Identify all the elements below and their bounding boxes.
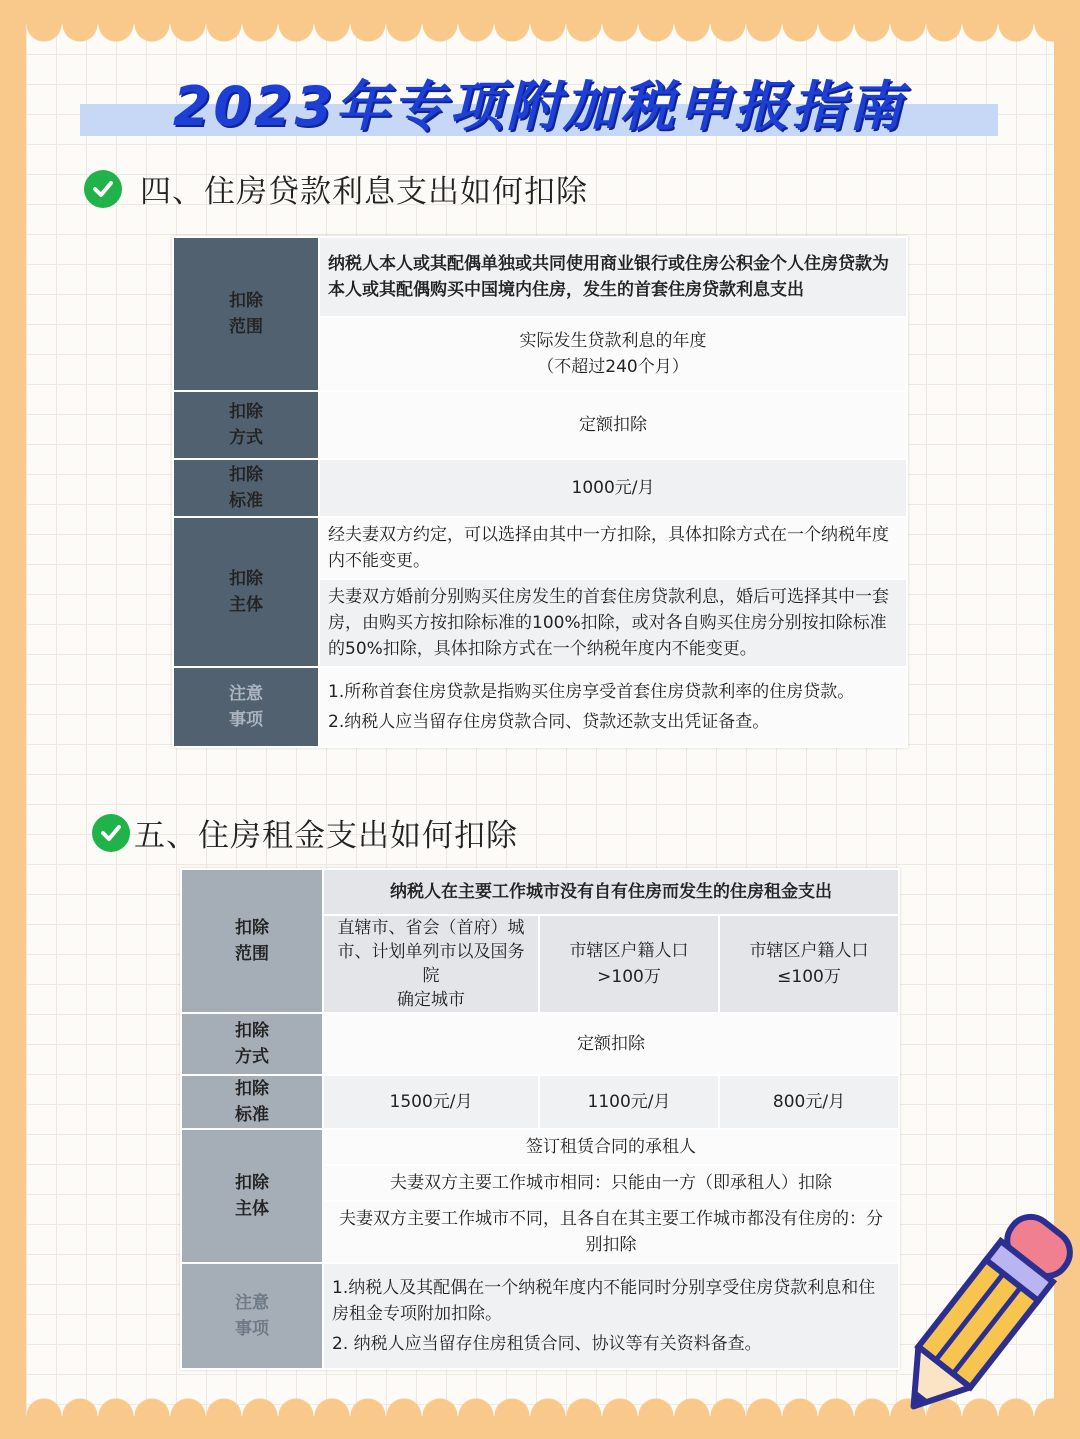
pencil-icon bbox=[890, 1195, 1080, 1435]
subject-text-1: 签订租赁合同的承租人 bbox=[323, 1129, 899, 1165]
page-title: 2023年专项附加税申报指南 bbox=[172, 75, 906, 138]
section4-table bbox=[172, 236, 908, 748]
standard-value-2: 1100元/月 bbox=[539, 1075, 719, 1129]
method-text: 定额扣除 bbox=[323, 1013, 899, 1075]
label-standard: 扣除 标准 bbox=[173, 459, 319, 517]
city-col-3: 市辖区户籍人口 ≤100万 bbox=[719, 915, 899, 1013]
subject-text-1: 经夫妻双方约定，可以选择由其中一方扣除，具体扣除方式在一个纳税年度内不能变更。 bbox=[319, 517, 907, 579]
section5-table bbox=[180, 868, 900, 1370]
label-notes: 注意 事项 bbox=[181, 1263, 323, 1369]
label-standard: 扣除 标准 bbox=[181, 1075, 323, 1129]
label-notes: 注意 事项 bbox=[173, 667, 319, 747]
notes-text: 1.所称首套住房贷款是指购买住房享受首套住房贷款利率的住房贷款。 2.纳税人应当留存住房贷款合同、贷款还款支出凭证备查。 bbox=[319, 667, 907, 747]
standard-text: 1000元/月 bbox=[319, 459, 907, 517]
label-subject: 扣除 主体 bbox=[181, 1129, 323, 1263]
label-subject: 扣除 主体 bbox=[173, 517, 319, 667]
subject-text-3: 夫妻双方主要工作城市不同，且各自在其主要工作城市都没有住房的：分别扣除 bbox=[323, 1201, 899, 1263]
scallop-border-top bbox=[26, 24, 1054, 56]
section4-heading bbox=[84, 166, 588, 211]
scope-text: 纳税人本人或其配偶单独或共同使用商业银行或住房公积金个人住房贷款为本人或其配偶购买中国境内住房，发生的首套住房贷款利息支出 bbox=[319, 237, 907, 317]
subject-text-2: 夫妻双方主要工作城市相同：只能由一方（即承租人）扣除 bbox=[323, 1165, 899, 1201]
subject-text-2: 夫妻双方婚前分别购买住房发生的首套住房贷款利息，婚后可选择其中一套房，由购买方按扣除标准的100%扣除，或对各自购买住房分别按扣除标准的50%扣除，具体扣除方式在一个纳税年度内不能变更。 bbox=[319, 579, 907, 667]
check-circle-icon bbox=[92, 814, 130, 852]
label-scope: 扣除 范围 bbox=[173, 237, 319, 391]
scope-text: 纳税人在主要工作城市没有自有住房而发生的住房租金支出 bbox=[323, 869, 899, 915]
label-method: 扣除 方式 bbox=[181, 1013, 323, 1075]
method-text: 定额扣除 bbox=[319, 391, 907, 459]
label-scope: 扣除 范围 bbox=[181, 869, 323, 1013]
notes-text: 1.纳税人及其配偶在一个纳税年度内不能同时分别享受住房贷款利息和住房租金专项附加扣除。 2. 纳税人应当留存住房租赁合同、协议等有关资料备查。 bbox=[323, 1263, 899, 1369]
city-col-2: 市辖区户籍人口 >100万 bbox=[539, 915, 719, 1013]
standard-value-1: 1500元/月 bbox=[323, 1075, 539, 1129]
city-col-1: 直辖市、省会（首府）城 市、计划单列市以及国务院 确定城市 bbox=[323, 915, 539, 1013]
label-method: 扣除 方式 bbox=[173, 391, 319, 459]
section5-heading bbox=[92, 810, 518, 855]
section4-title: 四、住房贷款利息支出如何扣除 bbox=[140, 174, 588, 210]
check-circle-icon bbox=[84, 170, 122, 208]
standard-value-3: 800元/月 bbox=[719, 1075, 899, 1129]
section5-title: 五、住房租金支出如何扣除 bbox=[134, 818, 518, 854]
scope-period: 实际发生贷款利息的年度 （不超过240个月） bbox=[319, 317, 907, 391]
